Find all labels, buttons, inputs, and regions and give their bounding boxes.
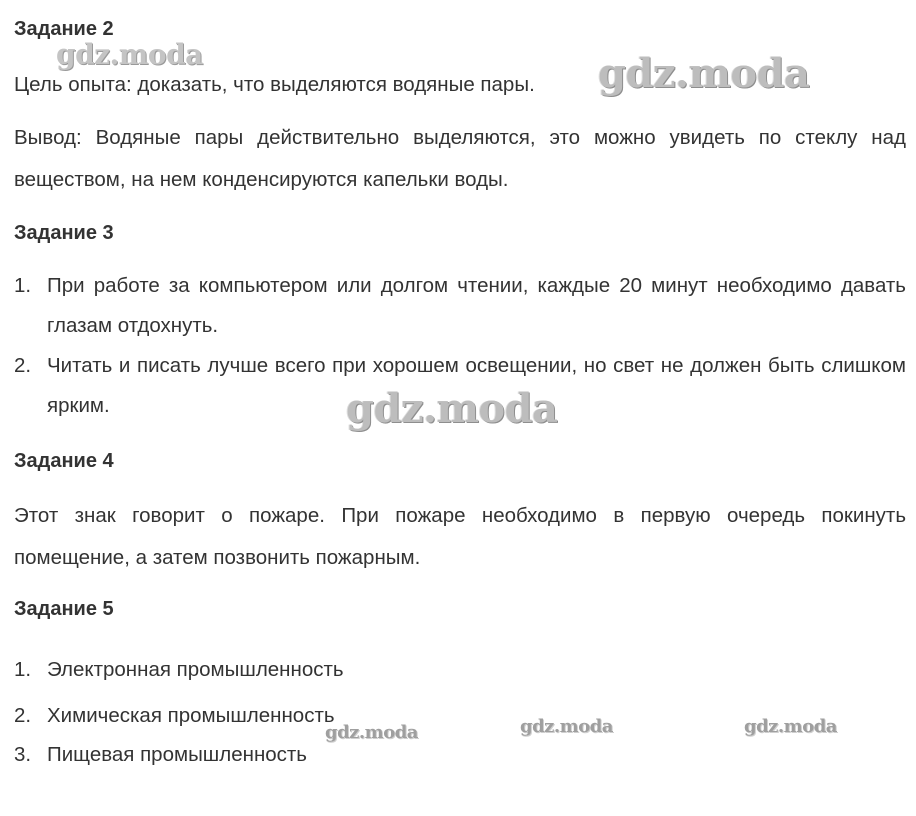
task-2-conclusion-text: Вывод: Водяные пары действительно выделяются, это можно увидеть по стеклу над веществом, на нем конденсируются капельки воды. bbox=[14, 126, 906, 191]
watermark-logo: gdz.moda bbox=[598, 50, 810, 97]
task-4-text: Этот знак говорит о пожаре. При пожаре необходимо в первую очередь покинуть помещение, а затем позвонить пожарным. bbox=[14, 504, 906, 569]
watermark-logo: gdz.moda bbox=[346, 385, 558, 432]
list-number: 2. bbox=[14, 354, 32, 377]
task-5-list-item-2 bbox=[14, 696, 906, 736]
list-number: 3. bbox=[14, 743, 32, 766]
watermark-logo: gdz.moda bbox=[520, 716, 613, 737]
task-5-list-item-1 bbox=[14, 650, 906, 690]
watermark-logo: gdz.moda bbox=[744, 716, 837, 737]
task-5-list-item-3 bbox=[14, 735, 906, 775]
task-3-list-item-1 bbox=[14, 266, 906, 346]
list-item-text: Пищевая промышленность bbox=[47, 743, 307, 766]
list-number: 2. bbox=[14, 704, 32, 727]
task-2-goal-text: Цель опыта: доказать, что выделяются водяные пары. bbox=[14, 73, 535, 96]
watermark-logo: gdz.moda bbox=[325, 722, 418, 743]
list-item-text: При работе за компьютером или долгом чтении, каждые 20 минут необходимо давать глазам отдохнуть. bbox=[47, 274, 906, 337]
task-4-heading: Задание 4 bbox=[14, 450, 114, 472]
list-number: 1. bbox=[14, 658, 32, 681]
task-5-heading: Задание 5 bbox=[14, 598, 114, 620]
list-item-text: Читать и писать лучше всего при хорошем освещении, но свет не должен быть слишком ярким. bbox=[47, 354, 906, 417]
task-3-list-item-2 bbox=[14, 346, 906, 426]
list-item-text: Электронная промышленность bbox=[47, 658, 344, 681]
list-item-text: Химическая промышленность bbox=[47, 704, 335, 727]
task-3-heading: Задание 3 bbox=[14, 222, 114, 244]
task-2-heading: Задание 2 bbox=[14, 18, 114, 40]
list-number: 1. bbox=[14, 274, 32, 297]
watermark-logo: gdz.moda bbox=[56, 38, 203, 71]
